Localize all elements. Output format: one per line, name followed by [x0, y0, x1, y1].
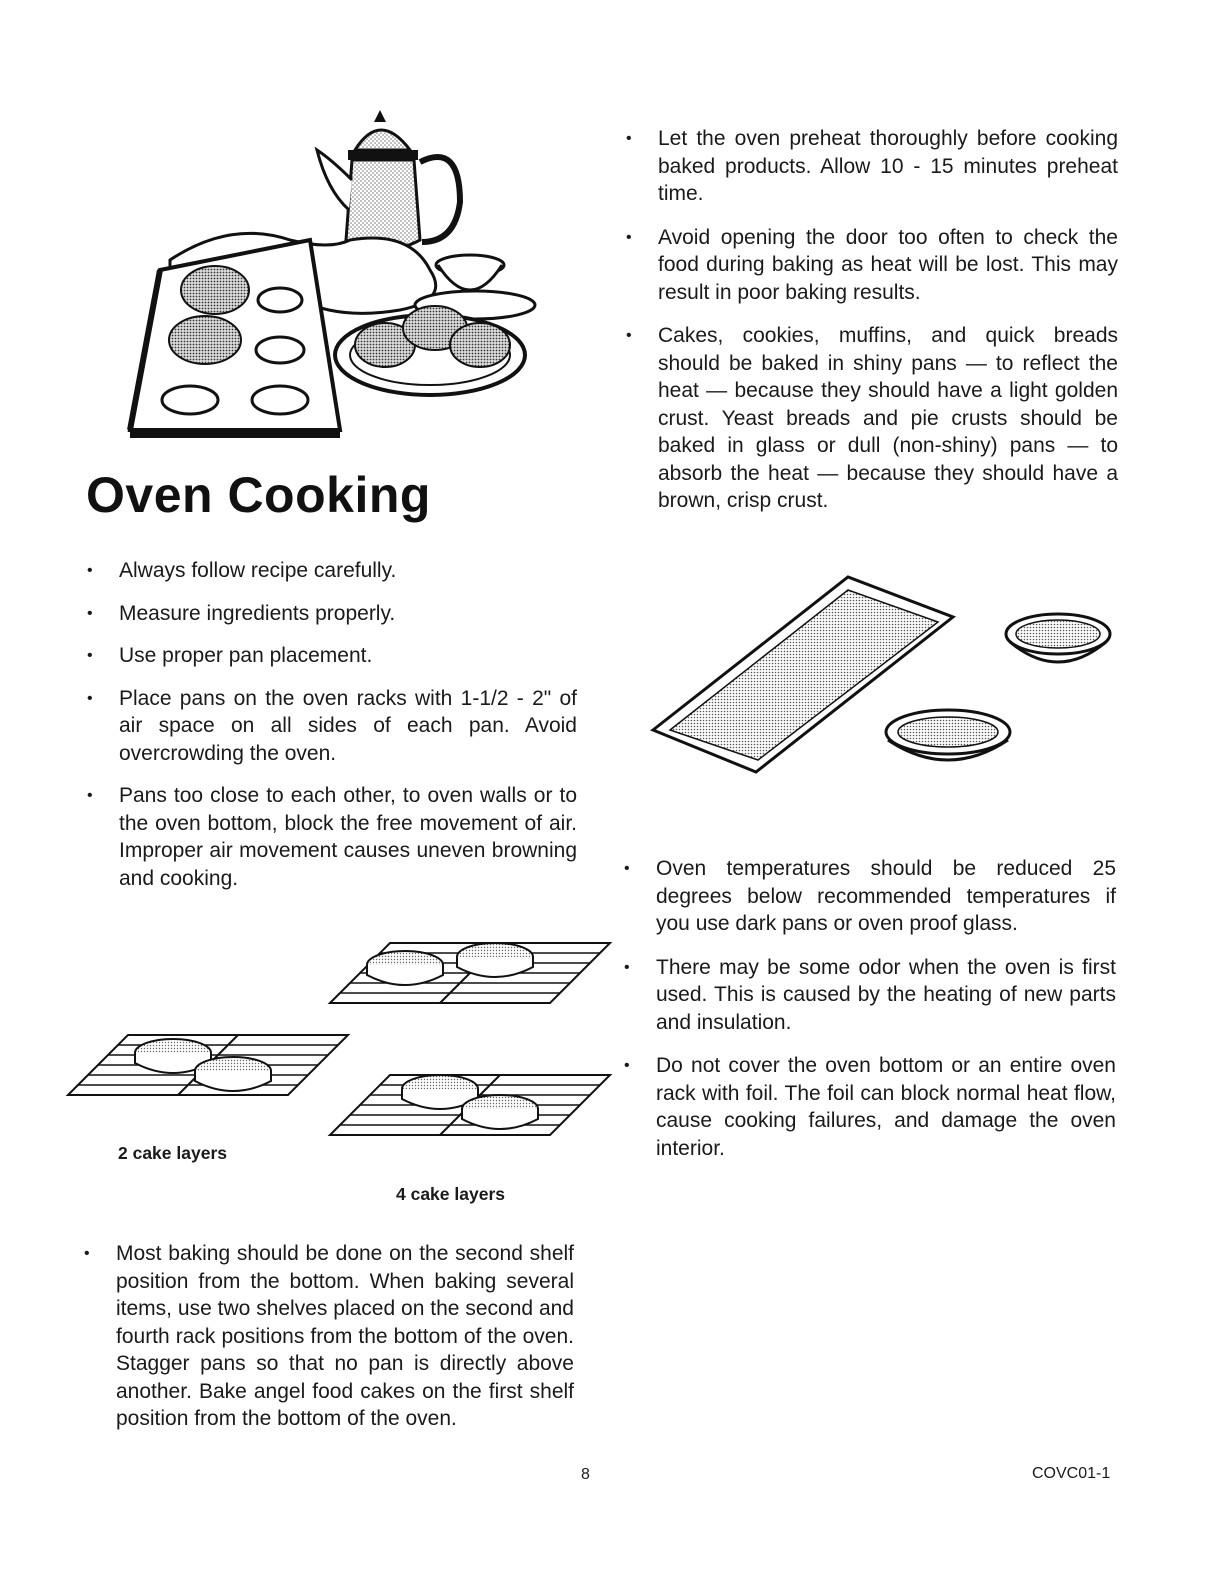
- right-bullet-list-bottom: [624, 855, 1116, 1162]
- caption-2-cake-layers: 2 cake layers: [118, 1143, 227, 1163]
- list-item: • Pans too close to each other, to oven walls or to the oven bottom, block the free movement of air. Improper air movement causes uneven browning and cooking.: [87, 782, 577, 892]
- document-code: COVC01-1: [1032, 1465, 1111, 1482]
- list-item: • Use proper pan placement.: [87, 642, 577, 670]
- list-item: • Always follow recipe carefully.: [87, 557, 577, 585]
- left-bullet-list-bottom: [84, 1240, 574, 1433]
- left-bullet-list-top: [87, 557, 577, 892]
- list-item: • Oven temperatures should be reduced 25 degrees below recommended temperatures if you use dark pans or oven proof glass.: [624, 855, 1116, 938]
- list-item: • Do not cover the oven bottom or an entire oven rack with foil. The foil can block normal heat flow, cause cooking failures, and damage the oven interior.: [624, 1052, 1116, 1162]
- list-item: • Measure ingredients properly.: [87, 600, 577, 628]
- page-number: 8: [581, 1466, 590, 1483]
- page-title: Oven Cooking: [86, 467, 431, 523]
- oven-rack-illustrations: [60, 935, 620, 1145]
- coffee-pot-muffin-illustration: [120, 100, 540, 460]
- list-item: • There may be some odor when the oven is first used. This is caused by the heating of new parts and insulation.: [624, 954, 1116, 1037]
- caption-4-cake-layers: 4 cake layers: [396, 1184, 505, 1204]
- list-item: • Most baking should be done on the second shelf position from the bottom. When baking several items, use two shelves placed on the second and fourth rack positions from the bottom of the oven. Stagger pans so that no pan is directly above another. Bake angel food cakes on the first shelf position from the bottom of the oven.: [84, 1240, 574, 1433]
- baking-sheet-pie-pans-illustration: [648, 572, 1118, 782]
- list-item: • Cakes, cookies, muffins, and quick breads should be baked in shiny pans — to reflect the heat — because they should have a light golden crust. Yeast breads and pie crusts should be baked in glass or dull (non-shiny) pans — to absorb the heat — because they should have a brown, crisp crust.: [626, 322, 1118, 515]
- list-item: • Place pans on the oven racks with 1-1/2 - 2" of air space on all sides of each pan. Avoid overcrowding the oven.: [87, 685, 577, 768]
- list-item: • Avoid opening the door too often to check the food during baking as heat will be lost. This may result in poor baking results.: [626, 224, 1118, 307]
- list-item: • Let the oven preheat thoroughly before cooking baked products. Allow 10 - 15 minutes preheat time.: [626, 125, 1118, 208]
- right-bullet-list-top: [626, 125, 1118, 515]
